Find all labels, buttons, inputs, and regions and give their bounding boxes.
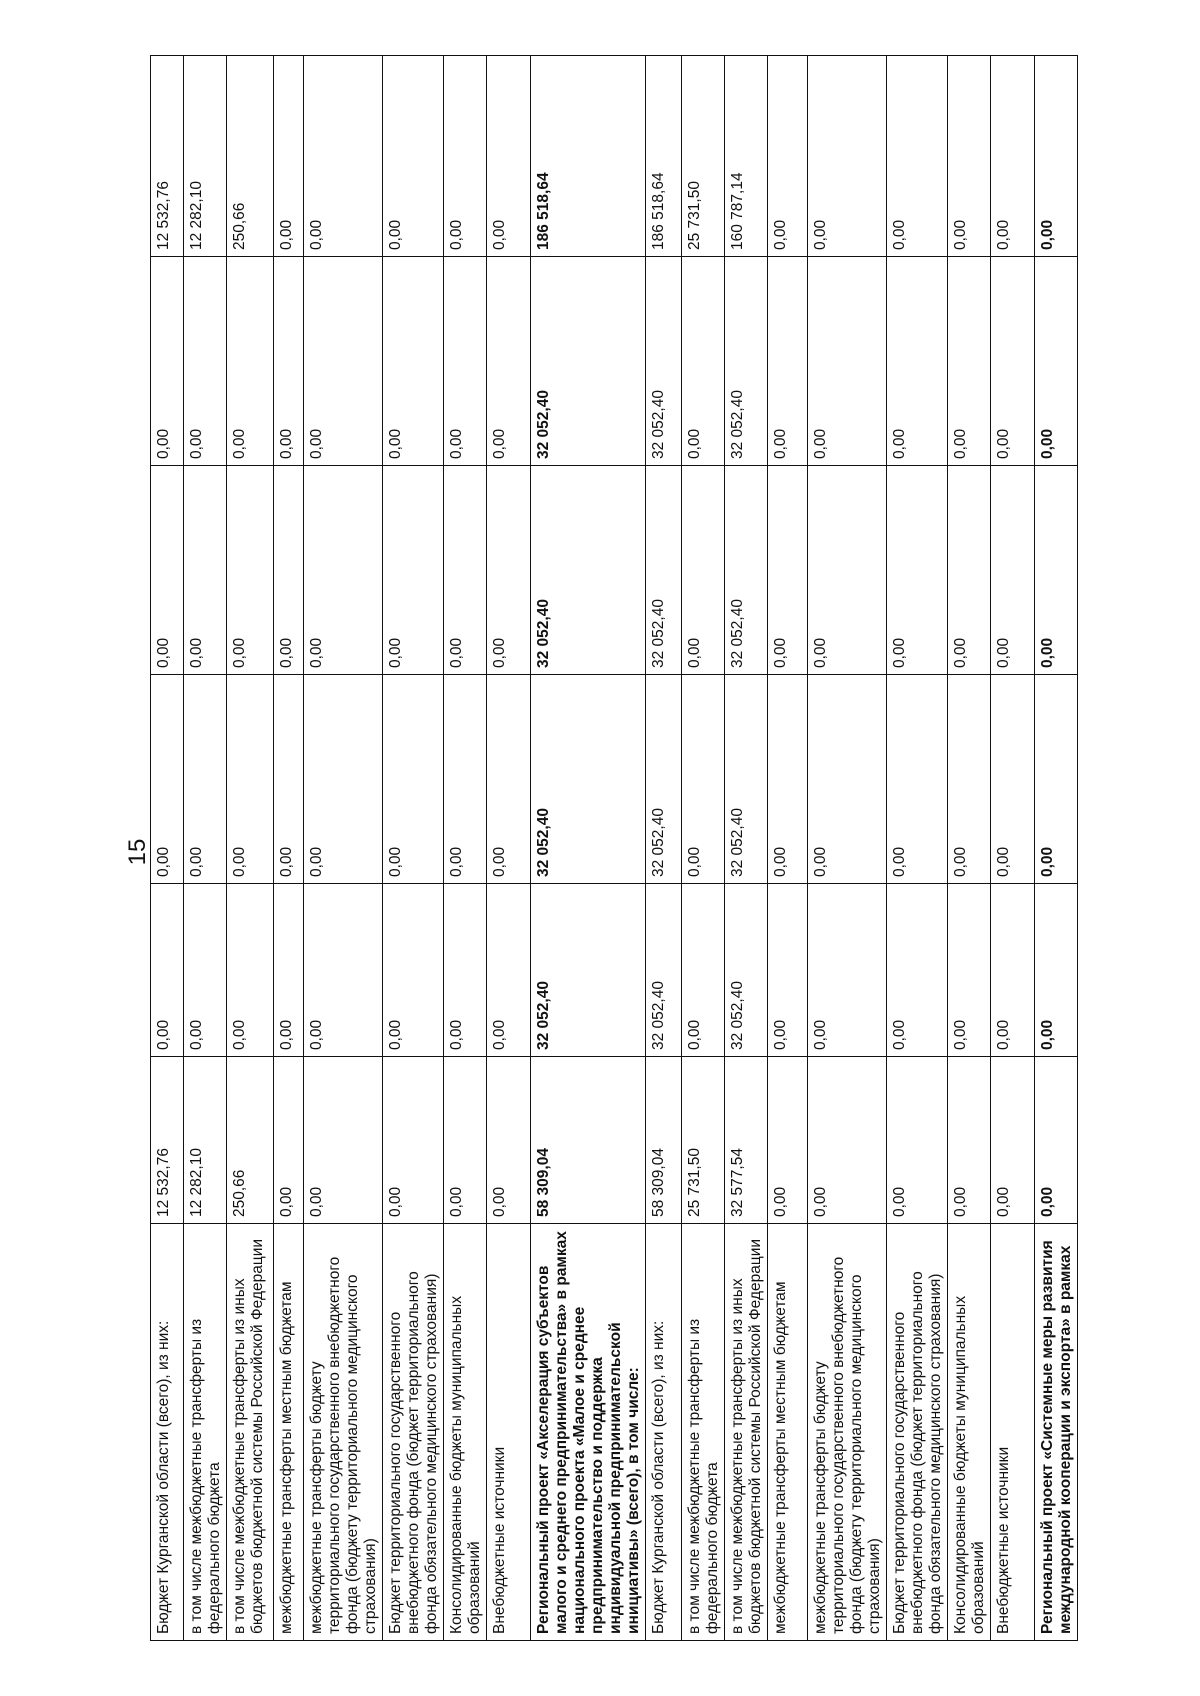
row-label: Консолидированные бюджеты муниципальных образований (444, 1224, 487, 1641)
value-cell: 160 787,14 (725, 56, 768, 257)
table-row (227, 56, 274, 1641)
value-cell: 0,00 (808, 1057, 887, 1224)
value-cell: 0,00 (184, 675, 227, 884)
row-label: Бюджет территориального государственного внебюджетного фонда (бюджет территориального фонда обязательного медицинского страхования) (887, 1224, 948, 1641)
value-cell: 0,00 (151, 466, 184, 675)
value-cell: 0,00 (304, 884, 383, 1057)
value-cell: 0,00 (991, 675, 1035, 884)
value-cell: 32 052,40 (646, 884, 682, 1057)
value-cell: 0,00 (682, 675, 725, 884)
row-label: межбюджетные трансферты местным бюджетам (274, 1224, 304, 1641)
value-cell: 32 052,40 (646, 466, 682, 675)
value-cell: 0,00 (274, 884, 304, 1057)
value-cell: 32 052,40 (725, 257, 768, 466)
value-cell: 0,00 (274, 257, 304, 466)
table-row (304, 56, 383, 1641)
table-row (682, 56, 725, 1641)
table-row (768, 56, 808, 1641)
value-cell: 0,00 (184, 257, 227, 466)
row-label: Региональный проект «Системные меры развития международной кооперации и экспорта» в рамках (1035, 1224, 1078, 1641)
row-label: Внебюджетные источники (991, 1224, 1035, 1641)
table-row (887, 56, 948, 1641)
value-cell: 58 309,04 (646, 1057, 682, 1224)
value-cell: 0,00 (808, 466, 887, 675)
table-body (151, 56, 1078, 1641)
value-cell: 0,00 (991, 884, 1035, 1057)
value-cell: 0,00 (1035, 1057, 1078, 1224)
value-cell: 0,00 (1035, 675, 1078, 884)
value-cell: 0,00 (444, 675, 487, 884)
row-label: межбюджетные трансферты местным бюджетам (768, 1224, 808, 1641)
value-cell: 0,00 (682, 257, 725, 466)
value-cell: 0,00 (948, 257, 991, 466)
value-cell: 12 282,10 (184, 56, 227, 257)
value-cell: 0,00 (304, 1057, 383, 1224)
value-cell: 0,00 (808, 257, 887, 466)
row-label: в том числе межбюджетные трансферты из иных бюджетов бюджетной системы Российской Федерации (227, 1224, 274, 1641)
value-cell: 250,66 (227, 56, 274, 257)
budget-table (150, 55, 1078, 1641)
table-row (151, 56, 184, 1641)
value-cell: 0,00 (304, 257, 383, 466)
value-cell: 0,00 (487, 1057, 531, 1224)
value-cell: 12 282,10 (184, 1057, 227, 1224)
table-row (1035, 56, 1078, 1641)
value-cell: 32 052,40 (531, 466, 646, 675)
value-cell: 0,00 (768, 257, 808, 466)
value-cell: 0,00 (808, 884, 887, 1057)
value-cell: 0,00 (444, 1057, 487, 1224)
value-cell: 0,00 (1035, 56, 1078, 257)
value-cell: 0,00 (948, 1057, 991, 1224)
value-cell: 0,00 (887, 466, 948, 675)
value-cell: 186 518,64 (531, 56, 646, 257)
value-cell: 0,00 (1035, 884, 1078, 1057)
value-cell: 0,00 (383, 257, 444, 466)
value-cell: 0,00 (227, 884, 274, 1057)
value-cell: 0,00 (383, 1057, 444, 1224)
table-row (531, 56, 646, 1641)
row-label: Бюджет Курганской области (всего), из них: (151, 1224, 184, 1641)
value-cell: 0,00 (487, 884, 531, 1057)
value-cell: 32 052,40 (531, 257, 646, 466)
value-cell: 0,00 (227, 257, 274, 466)
value-cell: 0,00 (887, 257, 948, 466)
value-cell: 0,00 (184, 884, 227, 1057)
value-cell: 12 532,76 (151, 56, 184, 257)
value-cell: 0,00 (227, 466, 274, 675)
value-cell: 0,00 (444, 884, 487, 1057)
value-cell: 0,00 (768, 466, 808, 675)
value-cell: 0,00 (948, 466, 991, 675)
value-cell: 0,00 (444, 466, 487, 675)
row-label: Консолидированные бюджеты муниципальных образований (948, 1224, 991, 1641)
value-cell: 0,00 (682, 466, 725, 675)
value-cell: 0,00 (948, 675, 991, 884)
value-cell: 0,00 (887, 884, 948, 1057)
value-cell: 0,00 (487, 675, 531, 884)
value-cell: 32 052,40 (646, 675, 682, 884)
table-row (383, 56, 444, 1641)
value-cell: 0,00 (304, 56, 383, 257)
page-number: 15 (124, 838, 151, 866)
value-cell: 0,00 (151, 257, 184, 466)
value-cell: 0,00 (304, 466, 383, 675)
value-cell: 0,00 (808, 675, 887, 884)
value-cell: 32 577,54 (725, 1057, 768, 1224)
value-cell: 0,00 (444, 257, 487, 466)
value-cell: 32 052,40 (725, 884, 768, 1057)
value-cell: 0,00 (383, 675, 444, 884)
value-cell: 0,00 (487, 56, 531, 257)
value-cell: 0,00 (991, 257, 1035, 466)
value-cell: 0,00 (991, 56, 1035, 257)
value-cell: 0,00 (383, 56, 444, 257)
value-cell: 0,00 (274, 1057, 304, 1224)
value-cell: 32 052,40 (725, 675, 768, 884)
row-label: Региональный проект «Акселерация субъектов малого и среднего предпринимательства» в рамках национального проекта «Малое и среднее предпринимательство и поддержка индивидуальной предпринимательской инициативы» (всего), в том числе: (531, 1224, 646, 1641)
value-cell: 25 731,50 (682, 56, 725, 257)
row-label: Бюджет Курганской области (всего), из них: (646, 1224, 682, 1641)
table-row (487, 56, 531, 1641)
value-cell: 58 309,04 (531, 1057, 646, 1224)
value-cell: 12 532,76 (151, 1057, 184, 1224)
value-cell: 0,00 (948, 56, 991, 257)
value-cell: 32 052,40 (531, 675, 646, 884)
value-cell: 0,00 (808, 56, 887, 257)
value-cell: 0,00 (274, 675, 304, 884)
table-row (274, 56, 304, 1641)
row-label: межбюджетные трансферты бюджету территориального государственного внебюджетного фонда (бюджету территориального медицинского страхования) (304, 1224, 383, 1641)
row-label: Бюджет территориального государственного внебюджетного фонда (бюджет территориального фонда обязательного медицинского страхования) (383, 1224, 444, 1641)
value-cell: 0,00 (383, 466, 444, 675)
value-cell: 0,00 (487, 466, 531, 675)
table-row (991, 56, 1035, 1641)
row-label: межбюджетные трансферты бюджету территориального государственного внебюджетного фонда (бюджету территориального медицинского страхования) (808, 1224, 887, 1641)
value-cell: 0,00 (991, 466, 1035, 675)
value-cell: 0,00 (383, 884, 444, 1057)
value-cell: 0,00 (768, 1057, 808, 1224)
table-row (184, 56, 227, 1641)
value-cell: 0,00 (948, 884, 991, 1057)
value-cell: 0,00 (768, 884, 808, 1057)
value-cell: 0,00 (274, 56, 304, 257)
value-cell: 32 052,40 (725, 466, 768, 675)
value-cell: 0,00 (991, 1057, 1035, 1224)
value-cell: 0,00 (184, 466, 227, 675)
rotated-table-wrapper (150, 56, 1078, 1641)
value-cell: 250,66 (227, 1057, 274, 1224)
table-row (948, 56, 991, 1641)
value-cell: 0,00 (887, 1057, 948, 1224)
value-cell: 0,00 (887, 675, 948, 884)
value-cell: 0,00 (151, 675, 184, 884)
table-row (808, 56, 887, 1641)
value-cell: 25 731,50 (682, 1057, 725, 1224)
value-cell: 0,00 (1035, 466, 1078, 675)
value-cell: 0,00 (304, 675, 383, 884)
value-cell: 0,00 (768, 675, 808, 884)
row-label: в том числе межбюджетные трансферты из иных бюджетов бюджетной системы Российской Федерации (725, 1224, 768, 1641)
table-row (646, 56, 682, 1641)
row-label: в том числе межбюджетные трансферты из федерального бюджета (682, 1224, 725, 1641)
table-row (725, 56, 768, 1641)
value-cell: 186 518,64 (646, 56, 682, 257)
value-cell: 32 052,40 (646, 257, 682, 466)
value-cell: 0,00 (887, 56, 948, 257)
value-cell: 0,00 (682, 884, 725, 1057)
value-cell: 0,00 (487, 257, 531, 466)
value-cell: 32 052,40 (531, 884, 646, 1057)
table-row (444, 56, 487, 1641)
value-cell: 0,00 (151, 884, 184, 1057)
value-cell: 0,00 (768, 56, 808, 257)
value-cell: 0,00 (227, 675, 274, 884)
row-label: Внебюджетные источники (487, 1224, 531, 1641)
row-label: в том числе межбюджетные трансферты из федерального бюджета (184, 1224, 227, 1641)
value-cell: 0,00 (274, 466, 304, 675)
value-cell: 0,00 (444, 56, 487, 257)
value-cell: 0,00 (1035, 257, 1078, 466)
